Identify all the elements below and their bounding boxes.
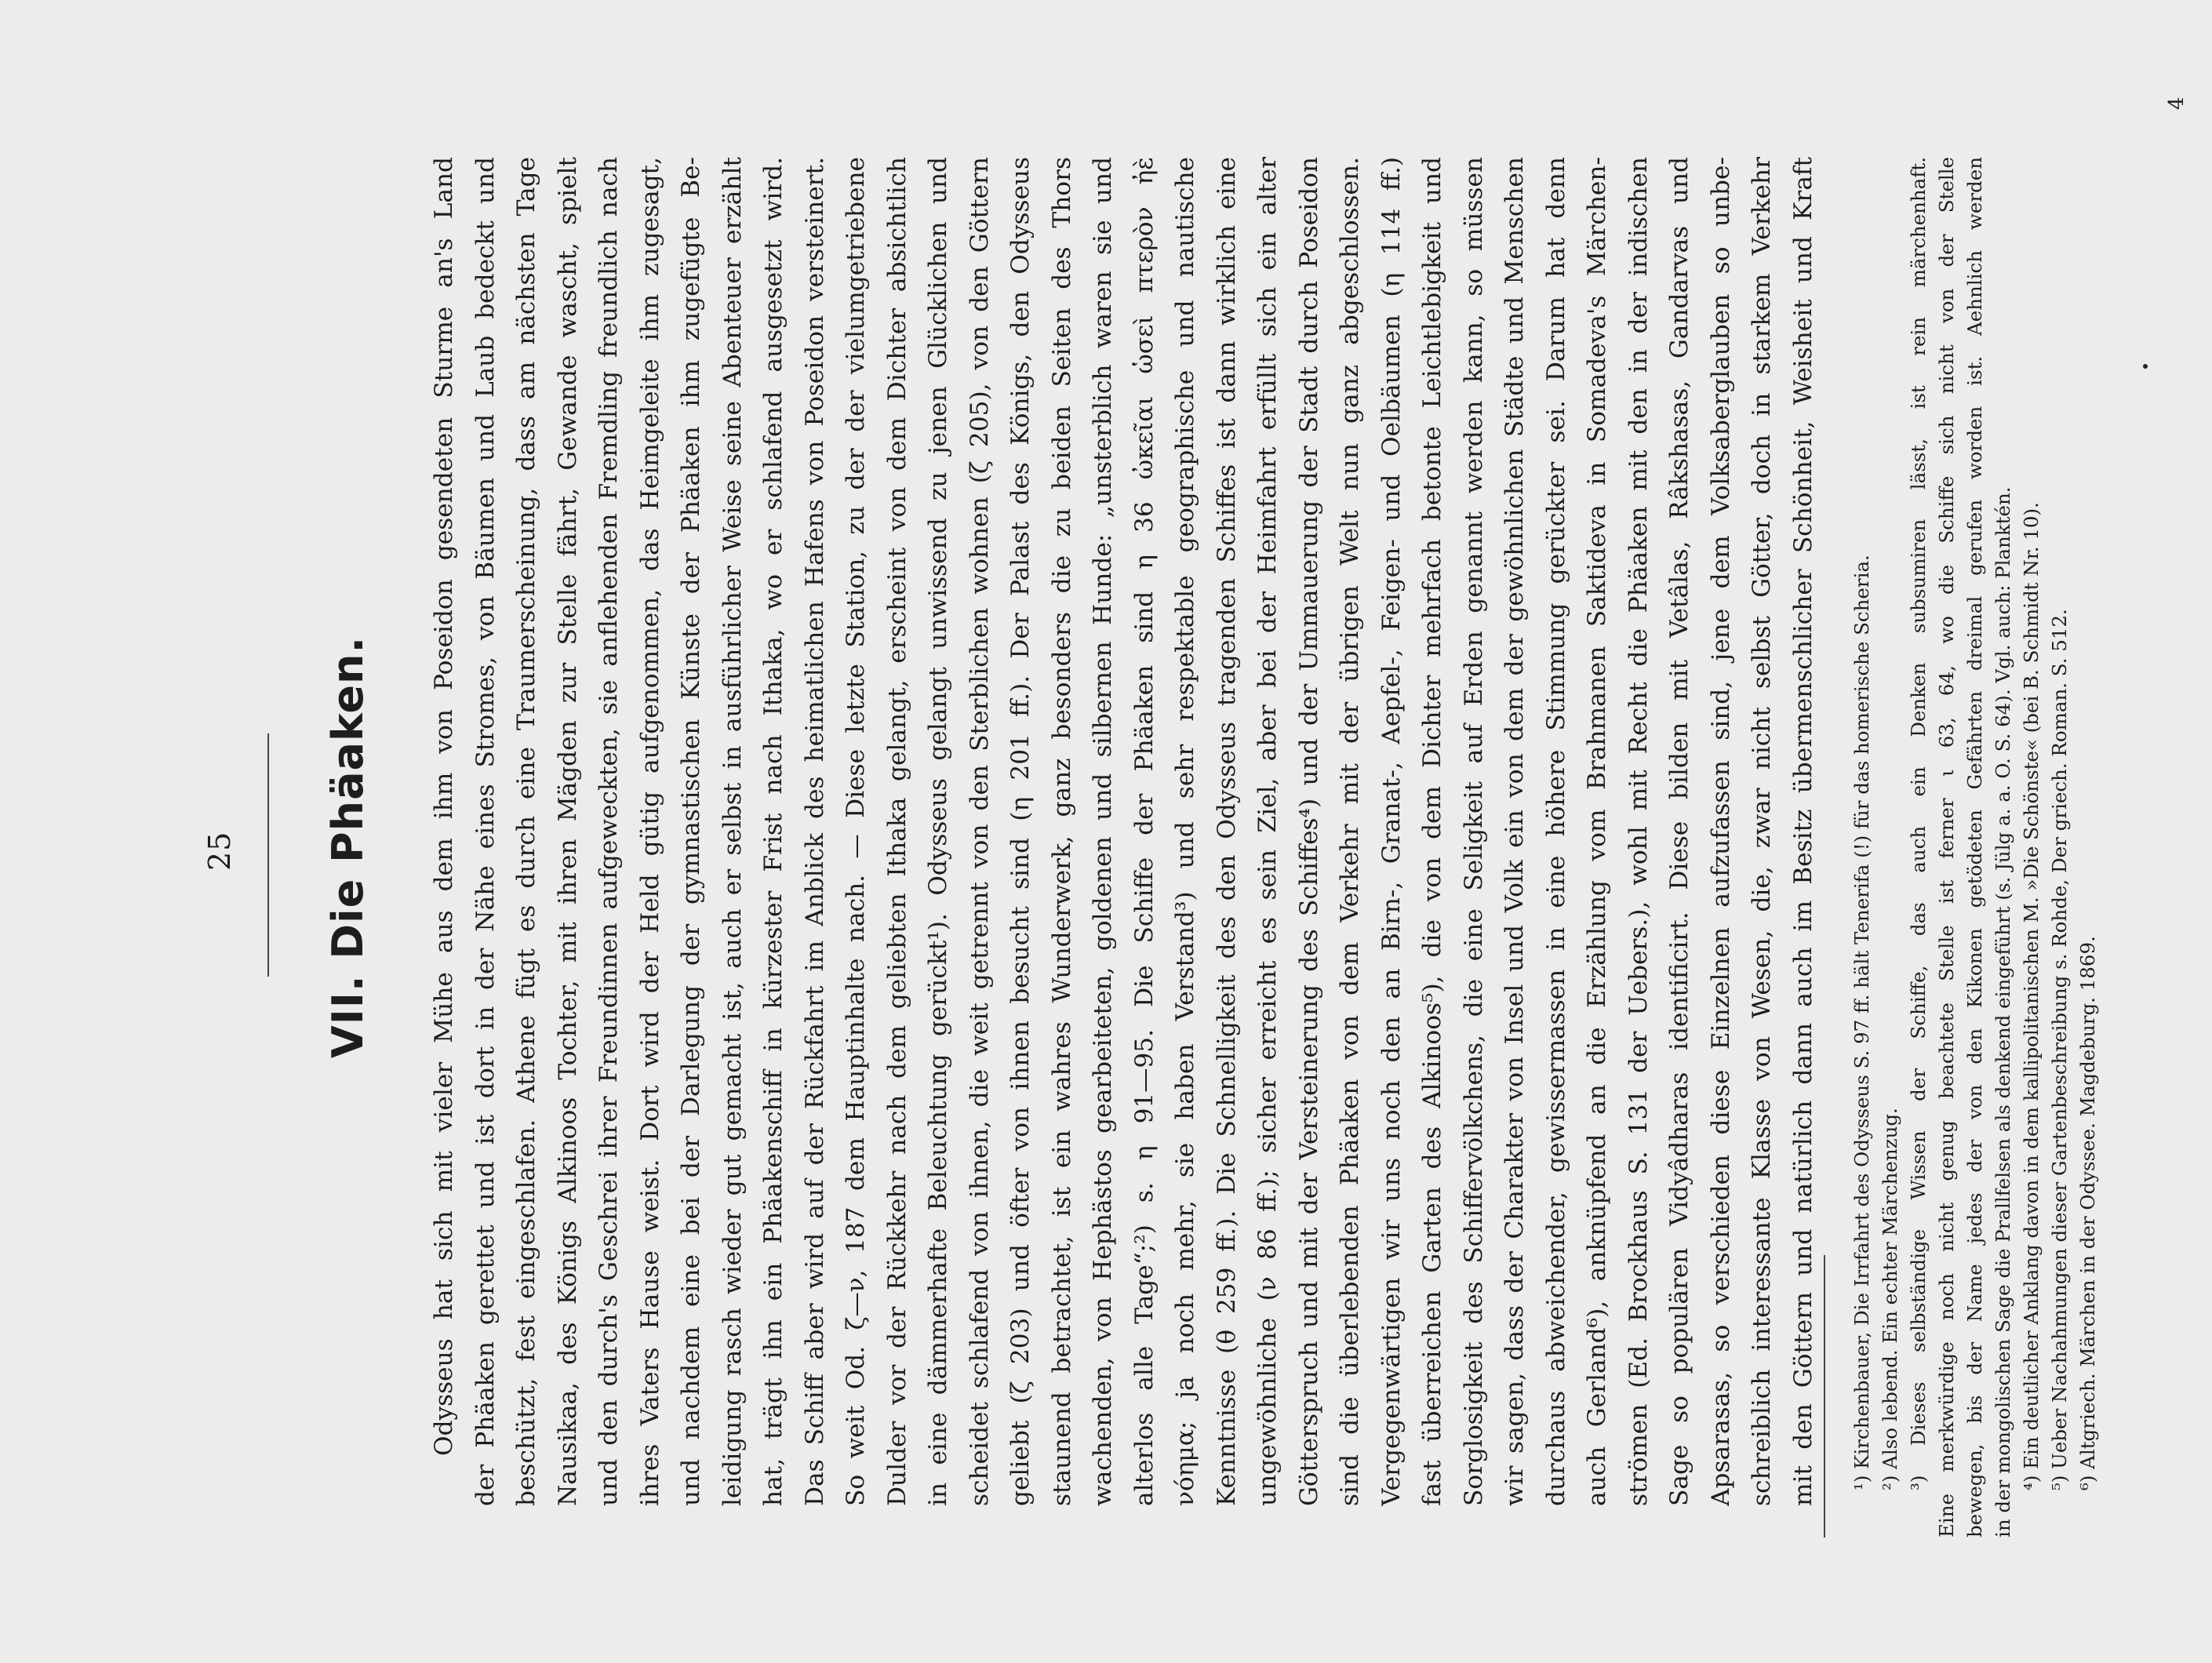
footnote-rule <box>1824 1255 1825 1537</box>
body-line: Odysseus hat sich mit vieler Mühe aus dem ihm von Poseidon gesendeten Sturme an's Land <box>430 157 458 1456</box>
footnote-line: ¹) Kirchenbauer, Die Irrfahrt des Odysseus S. 97 ff. hält Tenerifa (!) für das homerische Scheria. <box>1850 555 1873 1490</box>
rotated-page-content <box>110 94 2188 1600</box>
chapter-title: VII. Die Phäaken. <box>323 636 373 1058</box>
body-line: ungewöhnliche (ν 86 ff.); sicher erreicht es sein Ziel, aber bei der Heimfahrt erfüllt sich ein alter <box>1253 157 1282 1506</box>
body-line: Dulder vor der Rückkehr nach dem geliebten Ithaka gelangt, erscheint von dem Dichter absichtlich <box>882 157 911 1506</box>
footnote-line: bewegen, bis der Name jedes der von den Kikonen getödeten Gefährten dreimal gerufen worden ist. Aehnlich werden <box>1963 157 1986 1537</box>
body-line: beschützt, fest eingeschlafen. Athene fügt es durch eine Traumerscheinung, dass am nächsten Tage <box>512 157 540 1506</box>
body-line: Sage so populären Vidyâdharas identificirt. Diese bilden mit Vetâlas, Râkshasas, Gandarvas und <box>1665 157 1694 1506</box>
ink-speck <box>2143 364 2148 369</box>
body-line: sind die überlebenden Phäaken von dem Verkehr mit der übrigen Welt nun ganz abgeschlossen. <box>1336 157 1364 1506</box>
body-line: und den durch's Geschrei ihrer Freundinnen aufgeweckten, sie anflehenden Fremdling freundlich nach <box>595 157 623 1506</box>
page-number: 25 <box>202 831 237 871</box>
footnote-line: ³) Dieses selbständige Wissen der Schiffe, das auch ein Denken subsumiren lässt, ist rein märchenhaft. <box>1907 157 1930 1490</box>
body-line: der Phäaken gerettet und ist dort in der Nähe eines Stromes, von Bäumen und Laub bedeckt und <box>471 157 500 1506</box>
body-line: fast überreichen Garten des Alkinoos⁵), die von dem Dichter mehrfach betonte Leichtlebigkeit und <box>1418 157 1446 1506</box>
footnote-line: ⁴) Ein deutlicher Anklang davon in dem kallipolitanischen M. »Die Schönste« (bei B. Schmidt Nr. 10). <box>2020 502 2043 1490</box>
body-line: So weit Od. ζ—ν, 187 dem Hauptinhalte nach. — Diese letzte Station, zu der der vielumgetriebene <box>842 157 870 1506</box>
body-line: mit den Göttern und natürlich dann auch im Besitz übermenschlicher Schönheit, Weisheit und Kraft <box>1788 157 1817 1506</box>
body-line: νόημα; ja noch mehr, sie haben Verstand³) und sehr respektable geographische und nautische <box>1171 157 1199 1506</box>
body-line: wachenden, von Hephästos gearbeiteten, goldenen und silbernen Hunde: „unsterblich waren sie und <box>1089 157 1117 1506</box>
body-line: Das Schiff aber wird auf der Rückfahrt im Anblick des heimatlichen Hafens von Poseidon versteinert. <box>800 157 829 1506</box>
body-line: Nausikaa, des Königs Alkinoos Tochter, mit ihren Mägden zur Stelle fährt, Gewande wascht, spielt <box>553 157 582 1506</box>
page-number-rule <box>267 733 269 977</box>
body-line: Götterspruch und mit der Versteinerung des Schiffes⁴) und der Ummauerung der Stadt durch Poseidon <box>1294 157 1323 1506</box>
body-line: Sorglosigkeit des Schiffervölkchens, die eine Seligkeit auf Erden genannt werden kann, so müssen <box>1459 157 1488 1506</box>
body-line: geliebt (ζ 203) und öfter von ihnen besucht sind (η 201 ff.). Der Palast des Königs, den Odysseus <box>1006 157 1035 1506</box>
body-line: Apsarasas, so verschieden diese Einzelnen aufzufassen sind, jene dem Volksaberglauben so unbe- <box>1706 157 1735 1506</box>
body-line: alterlos alle Tage“;²) s. η 91—95. Die Schiffe der Phäaken sind η 36 ὠκεῖαι ὡσεὶ πτερὸν ἠὲ <box>1130 157 1159 1506</box>
footnote-line: ²) Also lebend. Ein echter Märchenzug. <box>1879 1108 1901 1490</box>
footnotes <box>1848 157 2102 1537</box>
body-line: scheidet schlafend von ihnen, die weit getrennt von den Sterblichen wohnen (ζ 205), von den Göttern <box>965 157 994 1506</box>
body-line: hat, trägt ihn ein Phäakenschiff in kürzester Frist nach Ithaka, wo er schlafend ausgesetzt wird. <box>759 157 788 1506</box>
footnote-line: ⁶) Altgriech. Märchen in der Odyssee. Magdeburg. 1869. <box>2076 936 2099 1490</box>
body-line: in eine dämmerhafte Beleuchtung gerückt¹). Odysseus gelangt unwissend zu jenen Glücklichen und <box>924 157 952 1506</box>
body-line: Kenntnisse (θ 259 ff.). Die Schnelligkeit des den Odysseus tragenden Schiffes ist dann wirklich eine <box>1212 157 1241 1506</box>
footnote-line: Eine merkwürdige noch nicht genug beachtete Stelle ist ferner ι 63, 64, wo die Schiffe sich nicht von der Stelle <box>1935 157 1958 1537</box>
body-line: Vergegenwärtigen wir uns noch den an Birn-, Granat-, Aepfel-, Feigen- und Oelbäumen (η 114 ff.) <box>1377 157 1406 1506</box>
body-line: staunend betrachtet, ist ein wahres Wunderwerk, ganz besonders die zu beiden Seiten des Thors <box>1047 157 1076 1506</box>
body-line: und nachdem eine bei der Darlegung der gymnastischen Künste der Phäaken ihm zugefügte Be- <box>677 157 705 1506</box>
body-line: wir sagen, dass der Charakter von Insel und Volk ein von dem der gewöhnlichen Städte und Menschen <box>1501 157 1529 1506</box>
body-text <box>424 157 1824 1506</box>
body-line: leidigung rasch wieder gut gemacht ist, auch er selbst in ausführlicher Weise seine Abenteuer erzählt <box>718 157 747 1506</box>
footnote-line: ⁵) Ueber Nachahmungen dieser Gartenbeschreibung s. Rohde, Der griech. Roman. S. 512. <box>2048 609 2071 1490</box>
body-line: schreiblich interessante Klasse von Wesen, die, zwar nicht selbst Götter, doch in starkem Verkehr <box>1748 157 1776 1506</box>
body-line: ihres Vaters Hause weist. Dort wird der Held gütig aufgenommen, das Heimgeleite ihm zugesagt, <box>635 157 664 1506</box>
body-line: auch Gerland⁶), anknüpfend an die Erzählung vom Brahmanen Saktideva in Somadeva's Märchen- <box>1583 157 1611 1506</box>
signature-mark: 4 <box>2165 96 2188 110</box>
footnote-line: in der mongolischen Sage die Prallfelsen als denkend eingeführt (s. Jülg a. a. O. S. 64). Vgl. auch: Planktén. <box>1992 486 2014 1537</box>
body-line: strömen (Ed. Brockhaus S. 131 der Uebers.), wohl mit Recht die Phäaken mit den in der indischen <box>1624 157 1653 1506</box>
body-line: durchaus abweichender, gewissermassen in eine höhere Stimmung gerückter sei. Darum hat denn <box>1541 157 1570 1506</box>
